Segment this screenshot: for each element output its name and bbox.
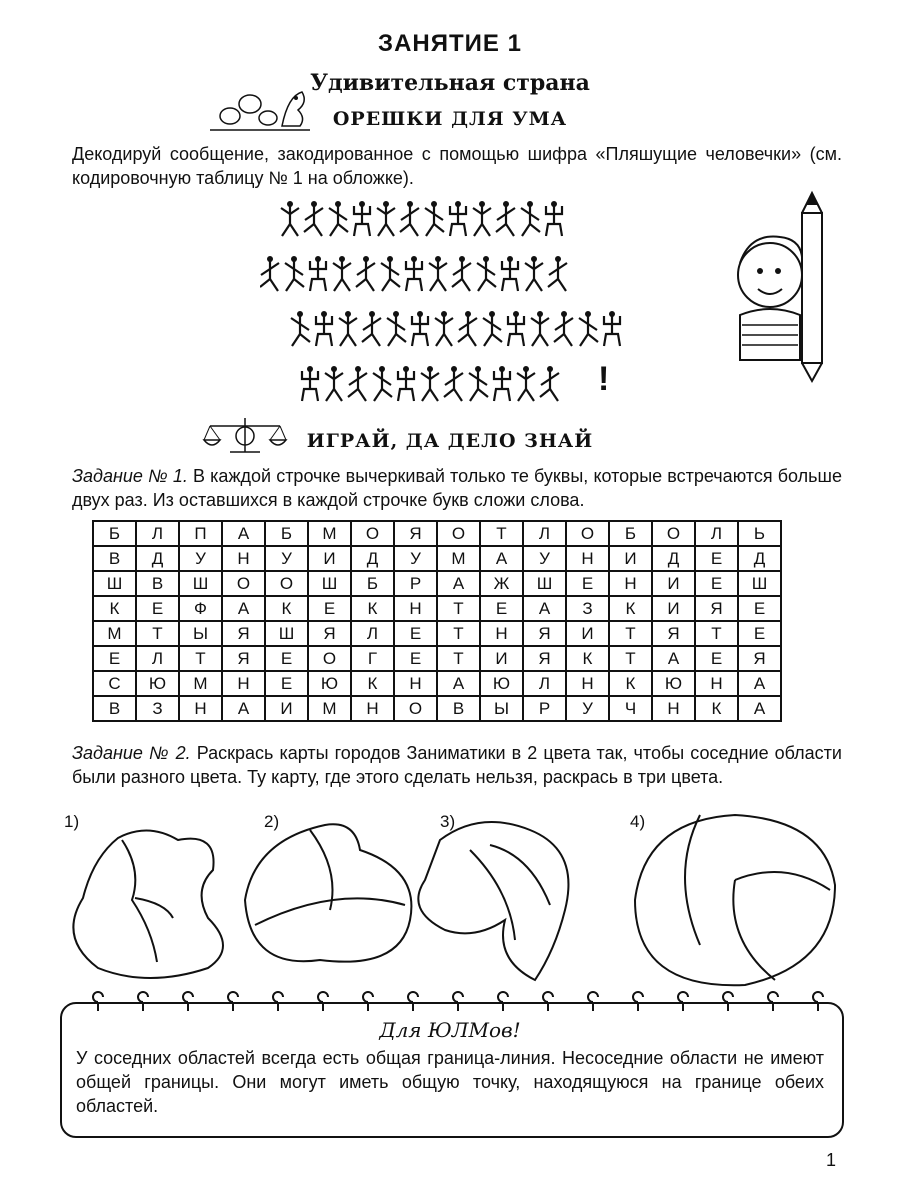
dancing-men-cipher <box>260 196 640 408</box>
dancing-man <box>362 311 381 346</box>
grid-cell: А <box>437 571 480 596</box>
grid-cell: О <box>308 646 351 671</box>
dancing-man <box>494 366 510 401</box>
spiral-ring <box>407 990 419 1012</box>
spiral-ring <box>542 990 554 1012</box>
dancing-man <box>329 201 348 236</box>
spiral-ring <box>227 990 239 1012</box>
grid-cell: К <box>609 596 652 621</box>
grid-cell: У <box>394 546 437 571</box>
dancing-man <box>531 311 549 346</box>
grid-cell: Т <box>437 646 480 671</box>
grid-cell: У <box>523 546 566 571</box>
grid-cell: О <box>437 521 480 546</box>
grid-cell: М <box>179 671 222 696</box>
grid-cell: Я <box>652 621 695 646</box>
grid-cell: Н <box>566 671 609 696</box>
region-maps <box>60 810 850 1000</box>
page-number: 1 <box>826 1150 837 1170</box>
grid-row <box>93 696 781 721</box>
dancing-man <box>548 256 567 291</box>
dancing-man <box>310 256 326 291</box>
grid-row <box>93 621 781 646</box>
grid-cell: Ю <box>652 671 695 696</box>
intro-paragraph: Декодируй сообщение, закодированное с помощью шифра «Пляшущие человечки» (см. кодировочную таблицу № 1 на обложке). <box>72 144 842 188</box>
dancing-man <box>354 201 370 236</box>
grid-cell: Е <box>695 571 738 596</box>
grid-cell: И <box>265 696 308 721</box>
grid-cell: Н <box>351 696 394 721</box>
dancing-man <box>400 201 419 236</box>
dancing-man <box>339 311 357 346</box>
grid-cell: А <box>738 671 781 696</box>
dancing-man <box>398 366 414 401</box>
dancing-man <box>260 256 279 291</box>
grid-cell: Н <box>394 596 437 621</box>
grid-cell: Е <box>265 646 308 671</box>
grid-cell: Я <box>222 621 265 646</box>
dancing-man <box>381 256 400 291</box>
grid-cell: Ш <box>179 571 222 596</box>
dancing-man <box>540 366 559 401</box>
dancing-man <box>521 201 540 236</box>
spiral-ring <box>452 990 464 1012</box>
dancing-man <box>473 201 491 236</box>
map-label-4: 4) <box>630 812 646 831</box>
dancing-man <box>316 311 332 346</box>
dancing-man <box>546 201 562 236</box>
grid-cell: Л <box>136 646 179 671</box>
lesson-subtitle: Удивительная страна <box>310 70 590 96</box>
dancing-man <box>425 201 444 236</box>
dancing-man <box>304 201 323 236</box>
grid-cell: А <box>437 671 480 696</box>
grid-cell: Т <box>609 621 652 646</box>
grid-cell: Е <box>93 646 136 671</box>
grid-cell: Е <box>136 596 179 621</box>
grid-cell: М <box>437 546 480 571</box>
spiral-ring <box>812 990 824 1012</box>
dancing-man <box>435 311 453 346</box>
grid-cell: Ь <box>738 521 781 546</box>
grid-cell: С <box>93 671 136 696</box>
grid-cell: Н <box>609 571 652 596</box>
grid-cell: У <box>265 546 308 571</box>
map-1 <box>73 830 223 978</box>
grid-cell: Д <box>738 546 781 571</box>
grid-cell: Ю <box>136 671 179 696</box>
dancing-man <box>483 311 502 346</box>
cipher-exclamation: ! <box>598 360 610 398</box>
grid-cell: К <box>695 696 738 721</box>
grid-cell: Ю <box>480 671 523 696</box>
grid-cell: Е <box>695 646 738 671</box>
dancing-man <box>452 256 471 291</box>
grid-cell: Т <box>437 596 480 621</box>
spiral-ring <box>182 990 194 1012</box>
grid-cell: У <box>179 546 222 571</box>
grid-cell: К <box>93 596 136 621</box>
spiral-ring <box>677 990 689 1012</box>
grid-cell: О <box>351 521 394 546</box>
spiral-ring <box>767 990 779 1012</box>
grid-cell: Ш <box>308 571 351 596</box>
grid-cell: Я <box>308 621 351 646</box>
grid-cell: З <box>136 696 179 721</box>
dancing-man <box>387 311 406 346</box>
grid-row <box>93 571 781 596</box>
grid-cell: Е <box>394 621 437 646</box>
grid-cell: А <box>222 521 265 546</box>
grid-cell: Р <box>394 571 437 596</box>
grid-cell: Е <box>265 671 308 696</box>
spiral-ring <box>362 990 374 1012</box>
spiral-ring <box>92 990 104 1012</box>
dancing-man <box>302 366 318 401</box>
grid-cell: К <box>609 671 652 696</box>
grid-cell: З <box>566 596 609 621</box>
grid-cell: Т <box>480 521 523 546</box>
grid-cell: К <box>265 596 308 621</box>
grid-cell: О <box>222 571 265 596</box>
grid-cell: Н <box>695 671 738 696</box>
dancing-man <box>554 311 573 346</box>
grid-cell: П <box>179 521 222 546</box>
grid-cell: Т <box>695 621 738 646</box>
grid-cell: И <box>480 646 523 671</box>
dancing-man <box>450 201 466 236</box>
dancing-man <box>406 256 422 291</box>
grid-cell: О <box>394 696 437 721</box>
grid-cell: О <box>265 571 308 596</box>
grid-cell: Б <box>93 521 136 546</box>
grid-cell: Я <box>695 596 738 621</box>
grid-cell: Ч <box>609 696 652 721</box>
grid-cell: Б <box>265 521 308 546</box>
grid-row <box>93 546 781 571</box>
grid-cell: Е <box>394 646 437 671</box>
task1-paragraph <box>72 464 842 512</box>
grid-cell: Е <box>738 621 781 646</box>
grid-cell: А <box>480 546 523 571</box>
spiral-ring <box>137 990 149 1012</box>
grid-cell: Ю <box>308 671 351 696</box>
dancing-man <box>373 366 392 401</box>
dancing-man <box>604 311 620 346</box>
grid-cell: Л <box>523 671 566 696</box>
task1-text: В каждой строчке вычеркивай только те буквы, которые встречаются больше двух раз. Из оставшихся в каждой строчке букв сложи слова. <box>72 466 842 510</box>
dancing-man <box>525 256 543 291</box>
grid-cell: Ж <box>480 571 523 596</box>
grid-cell: И <box>609 546 652 571</box>
grid-cell: Т <box>437 621 480 646</box>
dancing-man <box>412 311 428 346</box>
letter-grid <box>92 520 782 722</box>
dancing-man <box>421 366 439 401</box>
grid-cell: Ш <box>738 571 781 596</box>
grid-cell: Л <box>523 521 566 546</box>
grid-cell: Н <box>222 671 265 696</box>
grid-cell: А <box>222 596 265 621</box>
grid-row <box>93 521 781 546</box>
grid-cell: А <box>523 596 566 621</box>
spiral-ring <box>497 990 509 1012</box>
dancing-man <box>444 366 463 401</box>
grid-cell: Н <box>394 671 437 696</box>
map-label-1: 1) <box>64 812 80 831</box>
grid-cell: Т <box>609 646 652 671</box>
grid-cell: Л <box>351 621 394 646</box>
map-4 <box>635 815 835 985</box>
grid-row <box>93 671 781 696</box>
grid-cell: Я <box>394 521 437 546</box>
spiral-ring <box>272 990 284 1012</box>
grid-cell: О <box>652 521 695 546</box>
grid-cell: Ш <box>93 571 136 596</box>
grid-cell: М <box>308 521 351 546</box>
boy-with-pencil-illustration <box>720 185 845 385</box>
grid-cell: Я <box>523 621 566 646</box>
grid-row <box>93 596 781 621</box>
grid-cell: Я <box>738 646 781 671</box>
grid-cell: А <box>738 696 781 721</box>
spiral-ring <box>317 990 329 1012</box>
grid-cell: Я <box>222 646 265 671</box>
dancing-man <box>502 256 518 291</box>
section-title-game: ИГРАЙ, ДА ДЕЛО ЗНАЙ <box>306 430 594 452</box>
note-text: У соседних областей всегда есть общая граница-линия. Несоседние области не имеют общей границы. Они могут иметь общую точку, находящуюся на границе обеих областей. <box>76 1048 824 1116</box>
map-label-2: 2) <box>264 812 280 831</box>
grid-cell: Е <box>480 596 523 621</box>
grid-cell: Н <box>179 696 222 721</box>
task2-label: Задание № 2. <box>72 743 191 763</box>
grid-cell: Б <box>609 521 652 546</box>
dancing-man <box>348 366 367 401</box>
grid-cell: И <box>652 596 695 621</box>
grid-cell: И <box>652 571 695 596</box>
spiral-ring <box>587 990 599 1012</box>
map-3 <box>418 822 568 980</box>
grid-cell: И <box>566 621 609 646</box>
grid-cell: Д <box>136 546 179 571</box>
dancing-man <box>356 256 375 291</box>
grid-cell: И <box>308 546 351 571</box>
spiral-ring <box>722 990 734 1012</box>
grid-cell: В <box>437 696 480 721</box>
grid-cell: М <box>93 621 136 646</box>
dancing-man <box>325 366 343 401</box>
grid-cell: Ш <box>265 621 308 646</box>
grid-row <box>93 646 781 671</box>
dancing-man <box>333 256 351 291</box>
task2-text: Раскрась карты городов Заниматики в 2 цвета так, чтобы соседние области были разного цвета. Ту карту, где этого сделать нельзя, раскрась в три цвета. <box>72 743 842 787</box>
grid-cell: У <box>566 696 609 721</box>
grid-cell: Н <box>222 546 265 571</box>
grid-cell: Л <box>136 521 179 546</box>
grid-cell: Н <box>480 621 523 646</box>
grid-cell: Я <box>523 646 566 671</box>
grid-cell: Ф <box>179 596 222 621</box>
grid-cell: Е <box>566 571 609 596</box>
dancing-man <box>429 256 447 291</box>
dancing-man <box>508 311 524 346</box>
grid-cell: Д <box>652 546 695 571</box>
grid-cell: Н <box>652 696 695 721</box>
grid-cell: О <box>566 521 609 546</box>
dancing-man <box>281 201 299 236</box>
dancing-man <box>458 311 477 346</box>
grid-cell: В <box>93 696 136 721</box>
task1-label: Задание № 1. <box>72 466 188 486</box>
grid-cell: Т <box>136 621 179 646</box>
grid-cell: М <box>308 696 351 721</box>
dancing-man <box>291 311 310 346</box>
grid-cell: Е <box>738 596 781 621</box>
grid-cell: А <box>222 696 265 721</box>
grid-cell: К <box>351 671 394 696</box>
grid-cell: Т <box>179 646 222 671</box>
note-title: Для ЮЛМов! <box>379 1018 521 1042</box>
task2-paragraph <box>72 741 842 789</box>
grid-cell: Ы <box>179 621 222 646</box>
dancing-man <box>517 366 535 401</box>
dancing-man <box>496 201 515 236</box>
grid-cell: Н <box>566 546 609 571</box>
dancing-man <box>477 256 496 291</box>
dancing-man <box>469 366 488 401</box>
dancing-man <box>579 311 598 346</box>
section-title-nuts: ОРЕШКИ ДЛЯ УМА <box>332 108 568 130</box>
grid-cell: Б <box>351 571 394 596</box>
grid-cell: Ы <box>480 696 523 721</box>
map-2 <box>245 824 411 961</box>
grid-cell: Ш <box>523 571 566 596</box>
grid-cell: Е <box>695 546 738 571</box>
grid-cell: А <box>652 646 695 671</box>
grid-cell: В <box>136 571 179 596</box>
grid-cell: К <box>566 646 609 671</box>
grid-cell: Г <box>351 646 394 671</box>
grid-cell: Е <box>308 596 351 621</box>
grid-cell: Д <box>351 546 394 571</box>
grid-cell: В <box>93 546 136 571</box>
grid-cell: Л <box>695 521 738 546</box>
map-label-3: 3) <box>440 812 456 831</box>
spiral-ring <box>632 990 644 1012</box>
grid-cell: К <box>351 596 394 621</box>
dancing-man <box>285 256 304 291</box>
grid-cell: Р <box>523 696 566 721</box>
dancing-man <box>377 201 395 236</box>
lesson-title: ЗАНЯТИЕ 1 <box>378 30 522 57</box>
